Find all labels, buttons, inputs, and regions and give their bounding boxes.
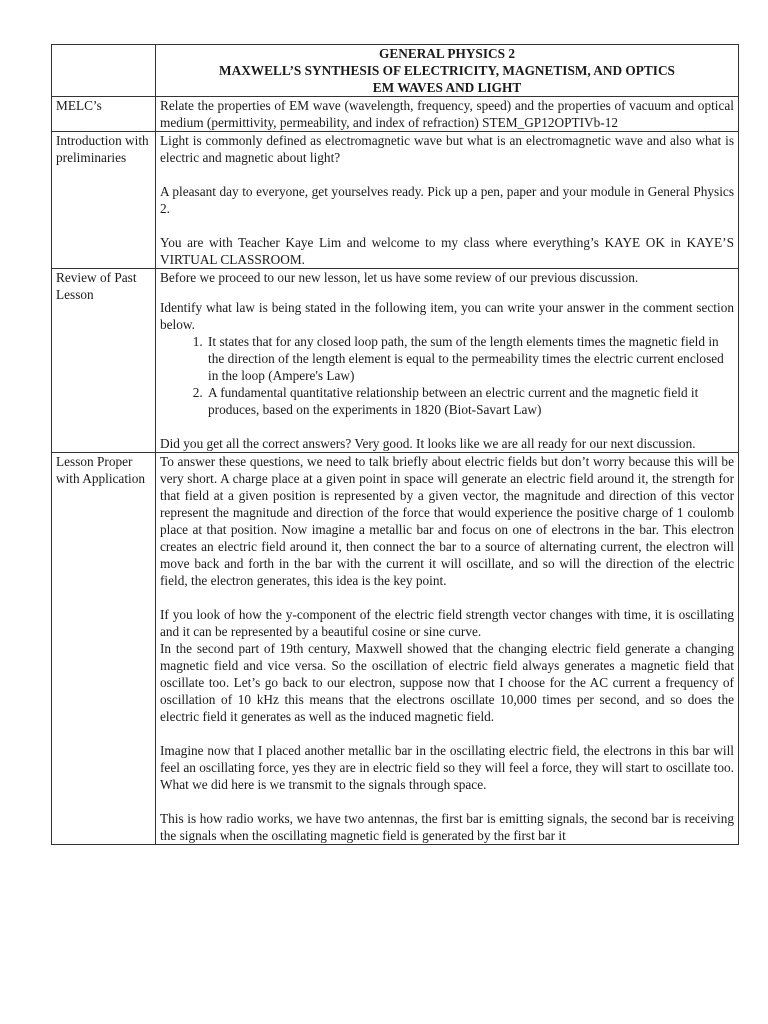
- lesson-label: Lesson Proper with Application: [52, 453, 156, 845]
- intro-paragraph: You are with Teacher Kaye Lim and welcome to my class where everything’s KAYE OK in KAYE’S VIRTUAL CLASSROOM.: [160, 235, 734, 267]
- lesson-title: EM WAVES AND LIGHT: [372, 80, 522, 95]
- melc-text: Relate the properties of EM wave (wavelength, frequency, speed) and the properties of vacuum and optical medium (permittivity, permeability, and index of refraction) STEM_GP12OPTIVb-12: [156, 97, 739, 132]
- lesson-paragraph: This is how radio works, we have two antennas, the first bar is emitting signals, the second bar is receiving the signals when the oscillating magnetic field is generated by the first bar it: [160, 811, 734, 843]
- review-row: [52, 269, 739, 453]
- intro-content: [156, 132, 739, 269]
- subject-title: GENERAL PHYSICS 2: [379, 46, 515, 61]
- lesson-row: [52, 453, 739, 845]
- intro-label: Introduction with preliminaries: [52, 132, 156, 269]
- lesson-plan-table: [51, 44, 739, 845]
- topic-title: MAXWELL’S SYNTHESIS OF ELECTRICITY, MAGNETISM, AND OPTICS: [219, 63, 675, 78]
- title-cell: [156, 45, 739, 97]
- intro-row: [52, 132, 739, 269]
- review-question-list: [160, 333, 734, 418]
- review-question: 1. It states that for any closed loop path, the sum of the length elements times the magnetic field in the direction of the length element is equal to the permeability times the electric current enclosed in the loop (Ampere's Law): [206, 333, 734, 384]
- review-paragraph: Did you get all the correct answers? Very good. It looks like we are all ready for our next discussion.: [160, 436, 696, 451]
- title-label-cell: [52, 45, 156, 97]
- review-content: [156, 269, 739, 453]
- lesson-paragraph: Imagine now that I placed another metallic bar in the oscillating electric field, the electrons in this bar will feel an oscillating force, yes they are in electric field so they will feel a force, they will start to oscillate too. What we did here is we transmit to the signals through space.: [160, 743, 734, 792]
- title-row: [52, 45, 739, 97]
- review-paragraph: Before we proceed to our new lesson, let us have some review of our previous discussion.: [160, 270, 639, 285]
- review-paragraph: Identify what law is being stated in the following item, you can write your answer in the comment section below.: [160, 300, 734, 332]
- lesson-content: [156, 453, 739, 845]
- review-label: Review of Past Lesson: [52, 269, 156, 453]
- intro-paragraph: Light is commonly defined as electromagnetic wave but what is an electromagnetic wave and also what is electric and magnetic about light?: [160, 133, 734, 165]
- lesson-paragraph: If you look of how the y-component of the electric field strength vector changes with time, it is oscillating and it can be represented by a beautiful cosine or sine curve.: [160, 607, 734, 639]
- melc-row: [52, 97, 739, 132]
- lesson-paragraph: To answer these questions, we need to talk briefly about electric fields but don’t worry because this will be very short. A charge place at a given point in space will generate an electric field around it, the strength for that field at a given position is represented by a given vector, the magnitude and direction of this vector represent the magnitude and direction of the force that would experience the positive charge of 1 coulomb place at that position. Now imagine a metallic bar and focus on one of electrons in the bar. This electron creates an electric field around it, then connect the bar to a source of alternating current, the electron will move back and forth in the bar with the current it will oscillate, and so will the direction of the electric field, the electron generates, this idea is the key point.: [160, 454, 734, 588]
- review-question: 2. A fundamental quantitative relationship between an electric current and the magnetic field it produces, based on the experiments in 1820 (Biot-Savart Law): [206, 384, 734, 418]
- lesson-paragraph: In the second part of 19th century, Maxwell showed that the changing electric field generate a changing magnetic field and vice versa. So the oscillation of electric field always generates a magnetic field that oscillate too. Let’s go back to our electron, suppose now that I choose for the AC current a frequency of oscillation of 10 kHz this means that the electrons oscillate 10,000 times per second, and so does the electric field it generates as well as the induced magnetic field.: [160, 641, 734, 724]
- intro-paragraph: A pleasant day to everyone, get yourselves ready. Pick up a pen, paper and your module in General Physics 2.: [160, 184, 734, 216]
- melc-label: MELC’s: [52, 97, 156, 132]
